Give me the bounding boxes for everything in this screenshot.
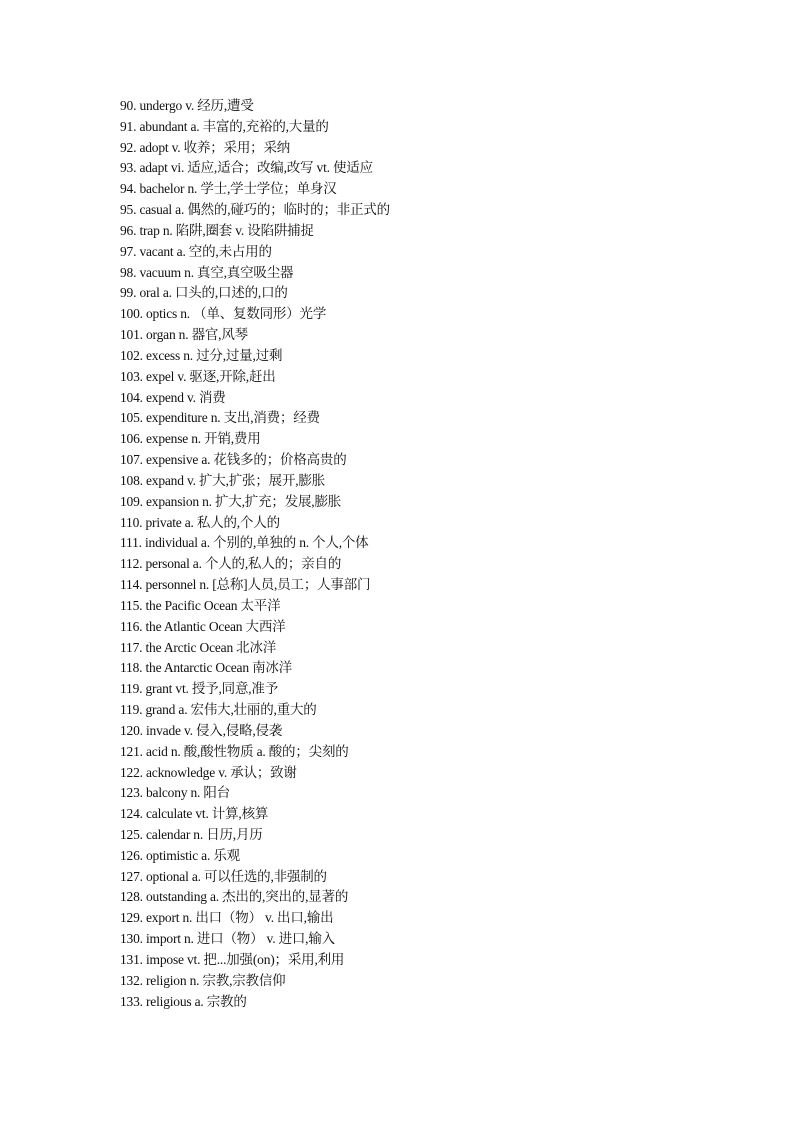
vocab-entry: 132. religion n. 宗教,宗教信仰 — [120, 972, 286, 988]
vocabulary-list — [120, 96, 720, 1012]
vocab-entry: 117. the Arctic Ocean 北冰洋 — [120, 639, 277, 655]
vocab-entry: 131. impose vt. 把...加强(on)；采用,利用 — [120, 951, 345, 967]
vocab-entry: 110. private a. 私人的,个人的 — [120, 514, 280, 530]
vocab-entry: 119. grand a. 宏伟大,壮丽的,重大的 — [120, 702, 317, 718]
vocab-entry: 121. acid n. 酸,酸性物质 a. 酸的；尖刻的 — [120, 743, 349, 759]
vocab-entry: 115. the Pacific Ocean 太平洋 — [120, 597, 281, 613]
vocab-entry: 130. import n. 进口（物） v. 进口,输入 — [120, 931, 335, 947]
vocab-entry: 97. vacant a. 空的,未占用的 — [120, 243, 272, 259]
vocab-entry: 124. calculate vt. 计算,核算 — [120, 806, 269, 822]
vocab-entry: 120. invade v. 侵入,侵略,侵袭 — [120, 722, 283, 738]
vocab-entry: 112. personal a. 个人的,私人的；亲自的 — [120, 556, 342, 572]
vocab-entry: 125. calendar n. 日历,月历 — [120, 826, 263, 842]
vocab-entry: 98. vacuum n. 真空,真空吸尘器 — [120, 264, 294, 280]
vocab-entry: 91. abundant a. 丰富的,充裕的,大量的 — [120, 118, 329, 134]
vocab-entry: 127. optional a. 可以任选的,非强制的 — [120, 868, 327, 884]
vocab-entry: 111. individual a. 个别的,单独的 n. 个人,个体 — [120, 535, 369, 551]
vocab-entry: 90. undergo v. 经历,遭受 — [120, 98, 254, 113]
vocab-entry: 118. the Antarctic Ocean 南冰洋 — [120, 660, 292, 676]
vocab-entry: 95. casual a. 偶然的,碰巧的；临时的；非正式的 — [120, 202, 390, 218]
vocab-entry: 108. expand v. 扩大,扩张；展开,膨胀 — [120, 472, 326, 488]
vocab-entry: 129. export n. 出口（物） v. 出口,输出 — [120, 910, 334, 926]
vocab-entry: 102. excess n. 过分,过量,过剩 — [120, 347, 283, 363]
vocab-entry: 119. grant vt. 授予,同意,准予 — [120, 681, 279, 697]
vocab-entry: 107. expensive a. 花钱多的；价格高贵的 — [120, 452, 347, 468]
vocab-entry: 101. organ n. 器官,风琴 — [120, 327, 248, 343]
vocab-entry: 92. adopt v. 收养；采用；采纳 — [120, 139, 291, 155]
vocab-entry: 128. outstanding a. 杰出的,突出的,显著的 — [120, 889, 349, 905]
vocab-entry: 114. personnel n. [总称]人员,员工；人事部门 — [120, 577, 371, 593]
vocab-entry: 105. expenditure n. 支出,消费；经费 — [120, 410, 320, 426]
vocab-entry: 126. optimistic a. 乐观 — [120, 847, 240, 863]
vocab-entry: 93. adapt vi. 适应,适合；改编,改写 vt. 使适应 — [120, 160, 373, 176]
vocab-entry: 96. trap n. 陷阱,圈套 v. 设陷阱捕捉 — [120, 222, 314, 238]
vocab-entry: 116. the Atlantic Ocean 大西洋 — [120, 618, 286, 634]
vocab-entry: 133. religious a. 宗教的 — [120, 993, 247, 1009]
vocab-entry: 99. oral a. 口头的,口述的,口的 — [120, 285, 288, 301]
vocab-entry: 106. expense n. 开销,费用 — [120, 431, 261, 447]
vocab-entry: 104. expend v. 消费 — [120, 389, 226, 405]
vocab-entry: 94. bachelor n. 学士,学士学位；单身汉 — [120, 181, 337, 197]
vocab-entry: 123. balcony n. 阳台 — [120, 785, 231, 801]
vocab-entry: 109. expansion n. 扩大,扩充；发展,膨胀 — [120, 493, 342, 509]
vocab-entry: 103. expel v. 驱逐,开除,赶出 — [120, 368, 276, 384]
vocab-entry: 122. acknowledge v. 承认；致谢 — [120, 764, 297, 780]
vocab-entry: 100. optics n. （单、复数同形）光学 — [120, 306, 327, 322]
